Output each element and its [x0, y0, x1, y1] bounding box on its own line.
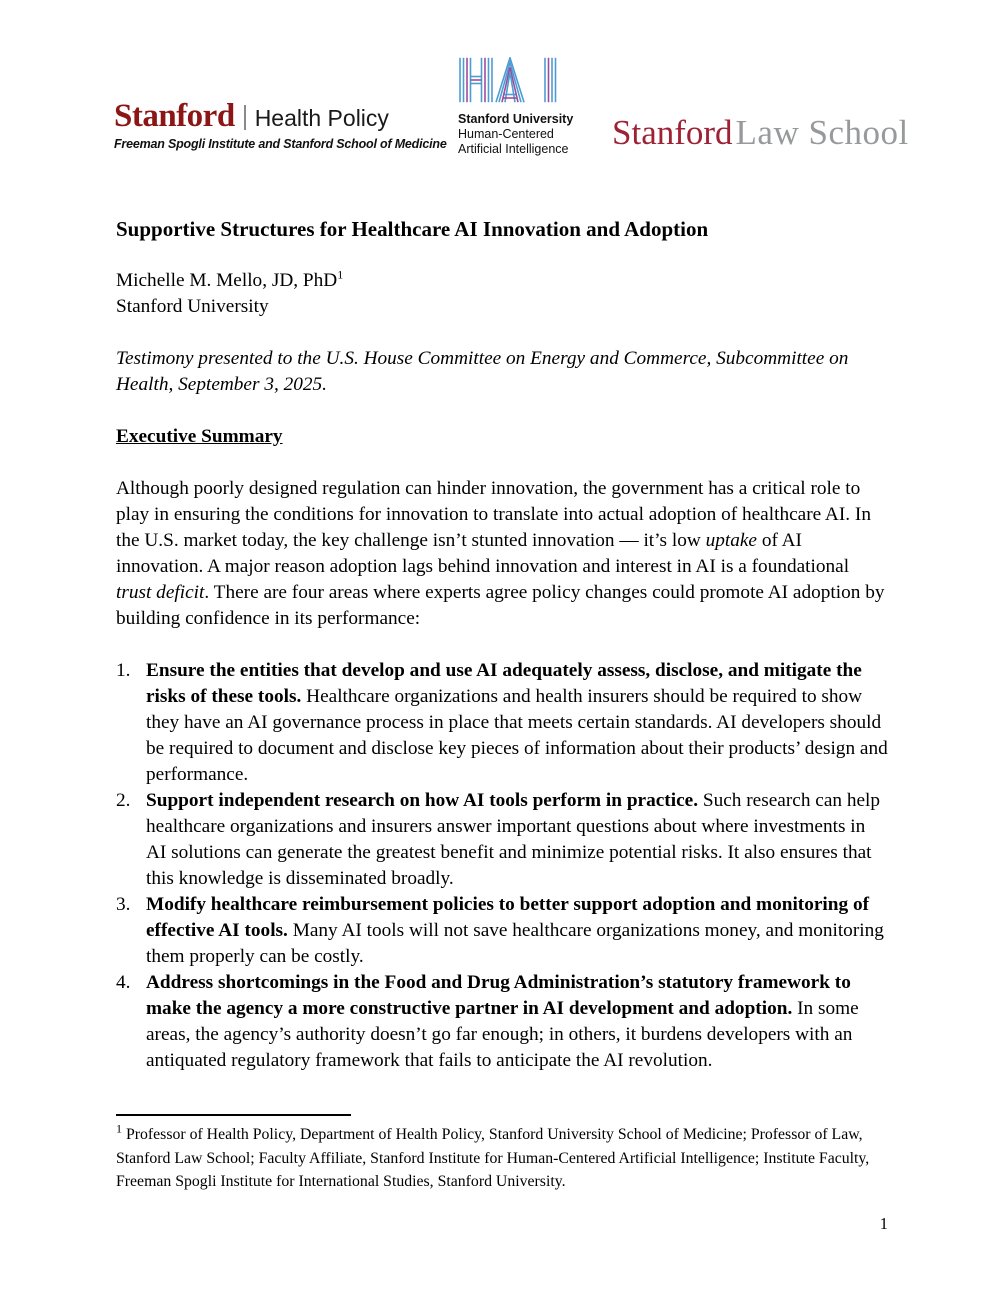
- hai-human-centered-label: Human-Centered: [458, 127, 554, 141]
- footnote-body-text: Professor of Health Policy, Department of Health Policy, Stanford University School of Medicine; Professor of Law, Stanford Law School; Faculty Affiliate, Stanford Institute for Human-Centered Artificial Intelligence; Institute Faculty, Freeman Spogli Institute for International Studies, Stanford University.: [116, 1126, 870, 1190]
- list-item-body: [146, 658, 888, 788]
- law-stanford-wordmark: Stanford: [612, 113, 733, 152]
- intro-text-2: of AI innovation. A major reason adoption lags behind innovation and interest in AI is a foundational: [116, 530, 850, 577]
- health-policy-logo-row: [114, 100, 447, 133]
- testimony-line: Testimony presented to the U.S. House Committee on Energy and Commerce, Subcommittee on Health, September 3, 2025.: [116, 348, 849, 395]
- list-item-number: 1.: [116, 660, 131, 681]
- footnote-section: [116, 1114, 888, 1194]
- list-item: [116, 788, 888, 892]
- document-title: Supportive Structures for Healthcare AI Innovation and Adoption: [116, 217, 709, 241]
- list-item-text: Many AI tools will not save healthcare organizations money, and monitoring them properly can be costly.: [146, 920, 884, 967]
- list-item: [116, 892, 888, 970]
- intro-text-1: Although poorly designed regulation can hinder innovation, the government has a critical role to play in ensuring the conditions for innovation to translate into actual adoption of healthcare AI. In the U.S. market today, the key challenge isn’t stunted innovation — it’s low: [116, 478, 871, 551]
- health-policy-tagline: Freeman Spogli Institute and Stanford School of Medicine: [114, 137, 447, 151]
- numbered-list: [116, 658, 888, 1074]
- stanford-law-school-logo: [612, 114, 909, 152]
- list-item-bold-lead: Ensure the entities that develop and use AI adequately assess, disclose, and mitigate the risks of these tools.: [146, 660, 862, 707]
- intro-italic-trust-deficit: trust deficit: [116, 582, 205, 603]
- intro-text-3: . There are four areas where experts agree policy changes could promote AI adoption by building confidence in its performance:: [116, 582, 885, 629]
- section-heading-executive-summary: Executive Summary: [116, 426, 283, 447]
- list-item-body: [146, 892, 888, 970]
- list-item-body: [146, 970, 888, 1074]
- hai-letters-icon: [458, 57, 558, 103]
- list-item: [116, 658, 888, 788]
- stanford-hai-logo: [458, 57, 573, 156]
- list-item-body: [146, 788, 888, 892]
- hai-artificial-intelligence-label: Artificial Intelligence: [458, 141, 569, 156]
- list-item-text: Such research can help healthcare organizations and insurers answer important questions about where investments in AI solutions can generate the greatest benefit and minimize potential risks. It also ensures that this knowledge is disseminated broadly.: [146, 790, 881, 889]
- list-item-bold-lead: Modify healthcare reimbursement policies to better support adoption and monitoring of effective AI tools.: [146, 894, 870, 941]
- law-school-label: Law School: [735, 113, 909, 152]
- stanford-health-policy-logo: [114, 100, 447, 151]
- list-item-text: In some areas, the agency’s authority doesn’t go far enough; in others, it burdens developers with an antiquated regulatory framework that fails to anticipate the AI revolution.: [146, 998, 859, 1071]
- list-item-text: Healthcare organizations and health insurers should be required to show they have an AI governance process in place that meets certain standards. AI developers should be required to document and disclose key pieces of information about their products’ design and performance.: [146, 686, 888, 785]
- stanford-wordmark: Stanford: [114, 98, 235, 134]
- document-body: [116, 216, 888, 1194]
- footnote-separator-rule: [116, 1114, 351, 1116]
- author-affiliation: Stanford University: [116, 296, 269, 317]
- footnote-mark: 1: [116, 1121, 122, 1136]
- hai-university-label: Stanford University: [458, 112, 574, 126]
- list-item-bold-lead: Address shortcomings in the Food and Drug Administration’s statutory framework to make the agency a more constructive partner in AI development and adoption.: [146, 972, 851, 1019]
- list-item-number: 4.: [116, 972, 131, 993]
- author-block: [116, 268, 888, 320]
- logo-divider: [244, 105, 246, 130]
- footnote-text: [116, 1123, 888, 1194]
- intro-paragraph: [116, 476, 888, 632]
- author-name-text: Michelle M. Mello, JD, PhD: [116, 270, 338, 291]
- list-item-number: 2.: [116, 790, 131, 811]
- list-item-bold-lead: Support independent research on how AI tools perform in practice.: [146, 790, 699, 811]
- author-name: [116, 268, 888, 294]
- list-item: [116, 970, 888, 1074]
- author-footnote-mark: 1: [337, 267, 344, 282]
- health-policy-label: Health Policy: [254, 105, 389, 131]
- intro-italic-uptake: uptake: [705, 530, 757, 551]
- page-number: 1: [879, 1214, 888, 1233]
- list-item-number: 3.: [116, 894, 131, 915]
- document-header: [0, 0, 1000, 160]
